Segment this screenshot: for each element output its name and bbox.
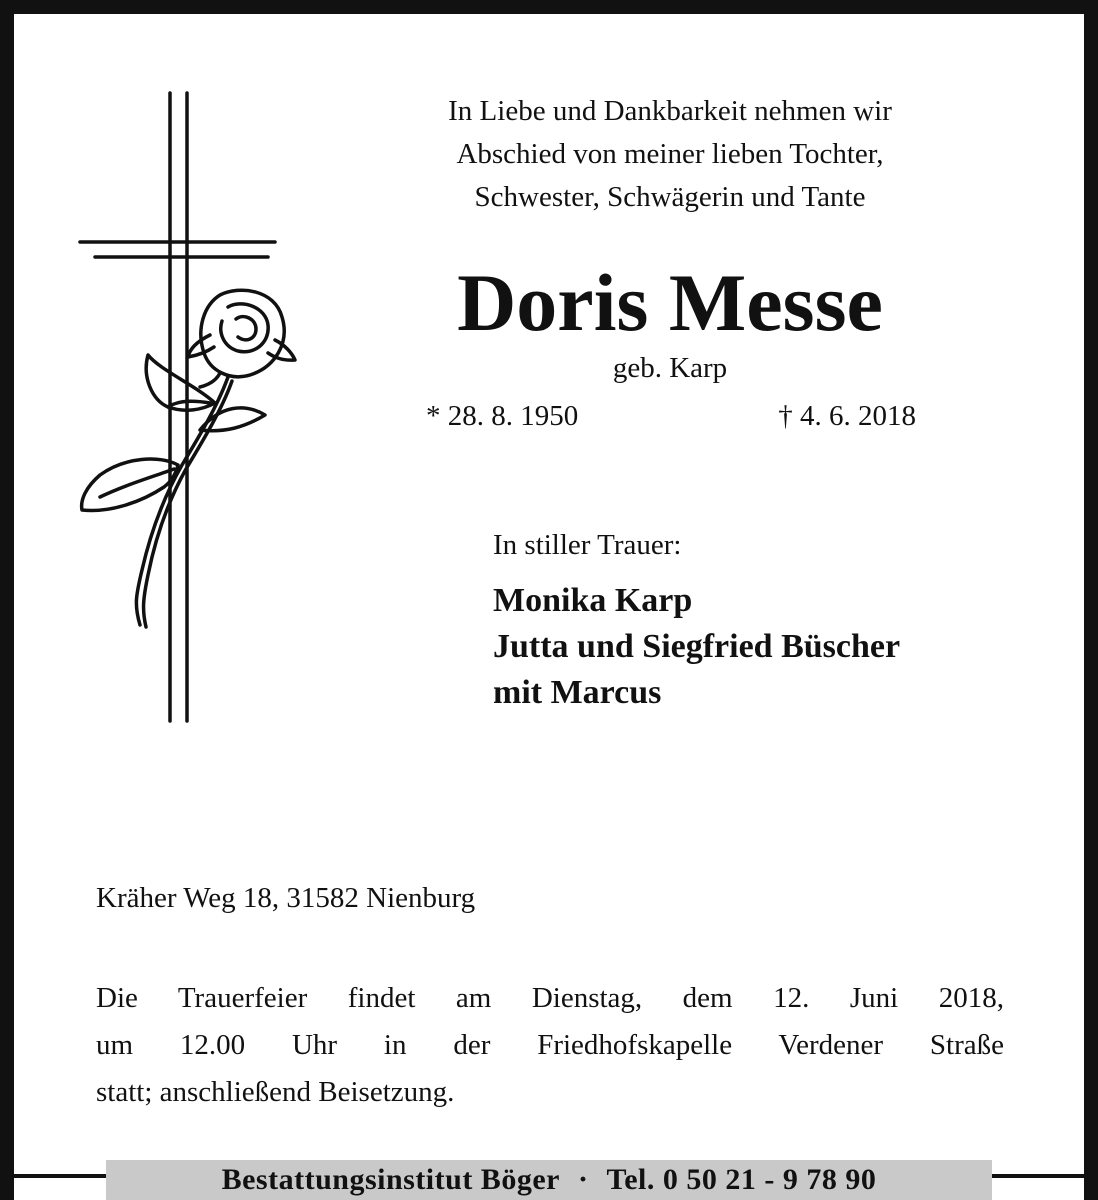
funeral-home-phone: Tel. 0 50 21 - 9 78 90 bbox=[606, 1163, 877, 1196]
birth-date: * 28. 8. 1950 bbox=[426, 400, 579, 432]
cross-with-rose-icon bbox=[70, 85, 310, 730]
life-dates bbox=[426, 398, 916, 434]
deceased-name: Doris Messe bbox=[457, 257, 883, 348]
ceremony-line: Die Trauerfeier findet am Dienstag, dem 12. Juni 2018, bbox=[96, 982, 1004, 1014]
intro-line: In Liebe und Dankbarkeit nehmen wir bbox=[448, 95, 892, 127]
mourners-label: In stiller Trauer: bbox=[493, 529, 682, 561]
intro-text bbox=[330, 90, 1010, 219]
ceremony-line: statt; anschließend Beisetzung. bbox=[96, 1076, 455, 1108]
mourner-name: Jutta und Siegfried Büscher bbox=[493, 628, 901, 665]
intro-line: Schwester, Schwägerin und Tante bbox=[474, 181, 866, 213]
ceremony-info bbox=[96, 975, 1004, 1116]
intro-line: Abschied von meiner lieben Tochter, bbox=[456, 138, 884, 170]
death-date: † 4. 6. 2018 bbox=[778, 400, 916, 432]
mourners-list bbox=[493, 578, 1073, 716]
maiden-name: geb. Karp bbox=[612, 352, 728, 384]
funeral-home-footer bbox=[106, 1160, 992, 1200]
footer-separator: · bbox=[577, 1163, 589, 1196]
ceremony-line: um 12.00 Uhr in der Friedhofskapelle Verdener Straße bbox=[96, 1029, 1004, 1061]
mourner-name: mit Marcus bbox=[493, 674, 662, 711]
funeral-home-name: Bestattungsinstitut Böger bbox=[221, 1163, 560, 1196]
mourner-name: Monika Karp bbox=[493, 582, 693, 619]
family-address: Kräher Weg 18, 31582 Nienburg bbox=[96, 882, 476, 914]
